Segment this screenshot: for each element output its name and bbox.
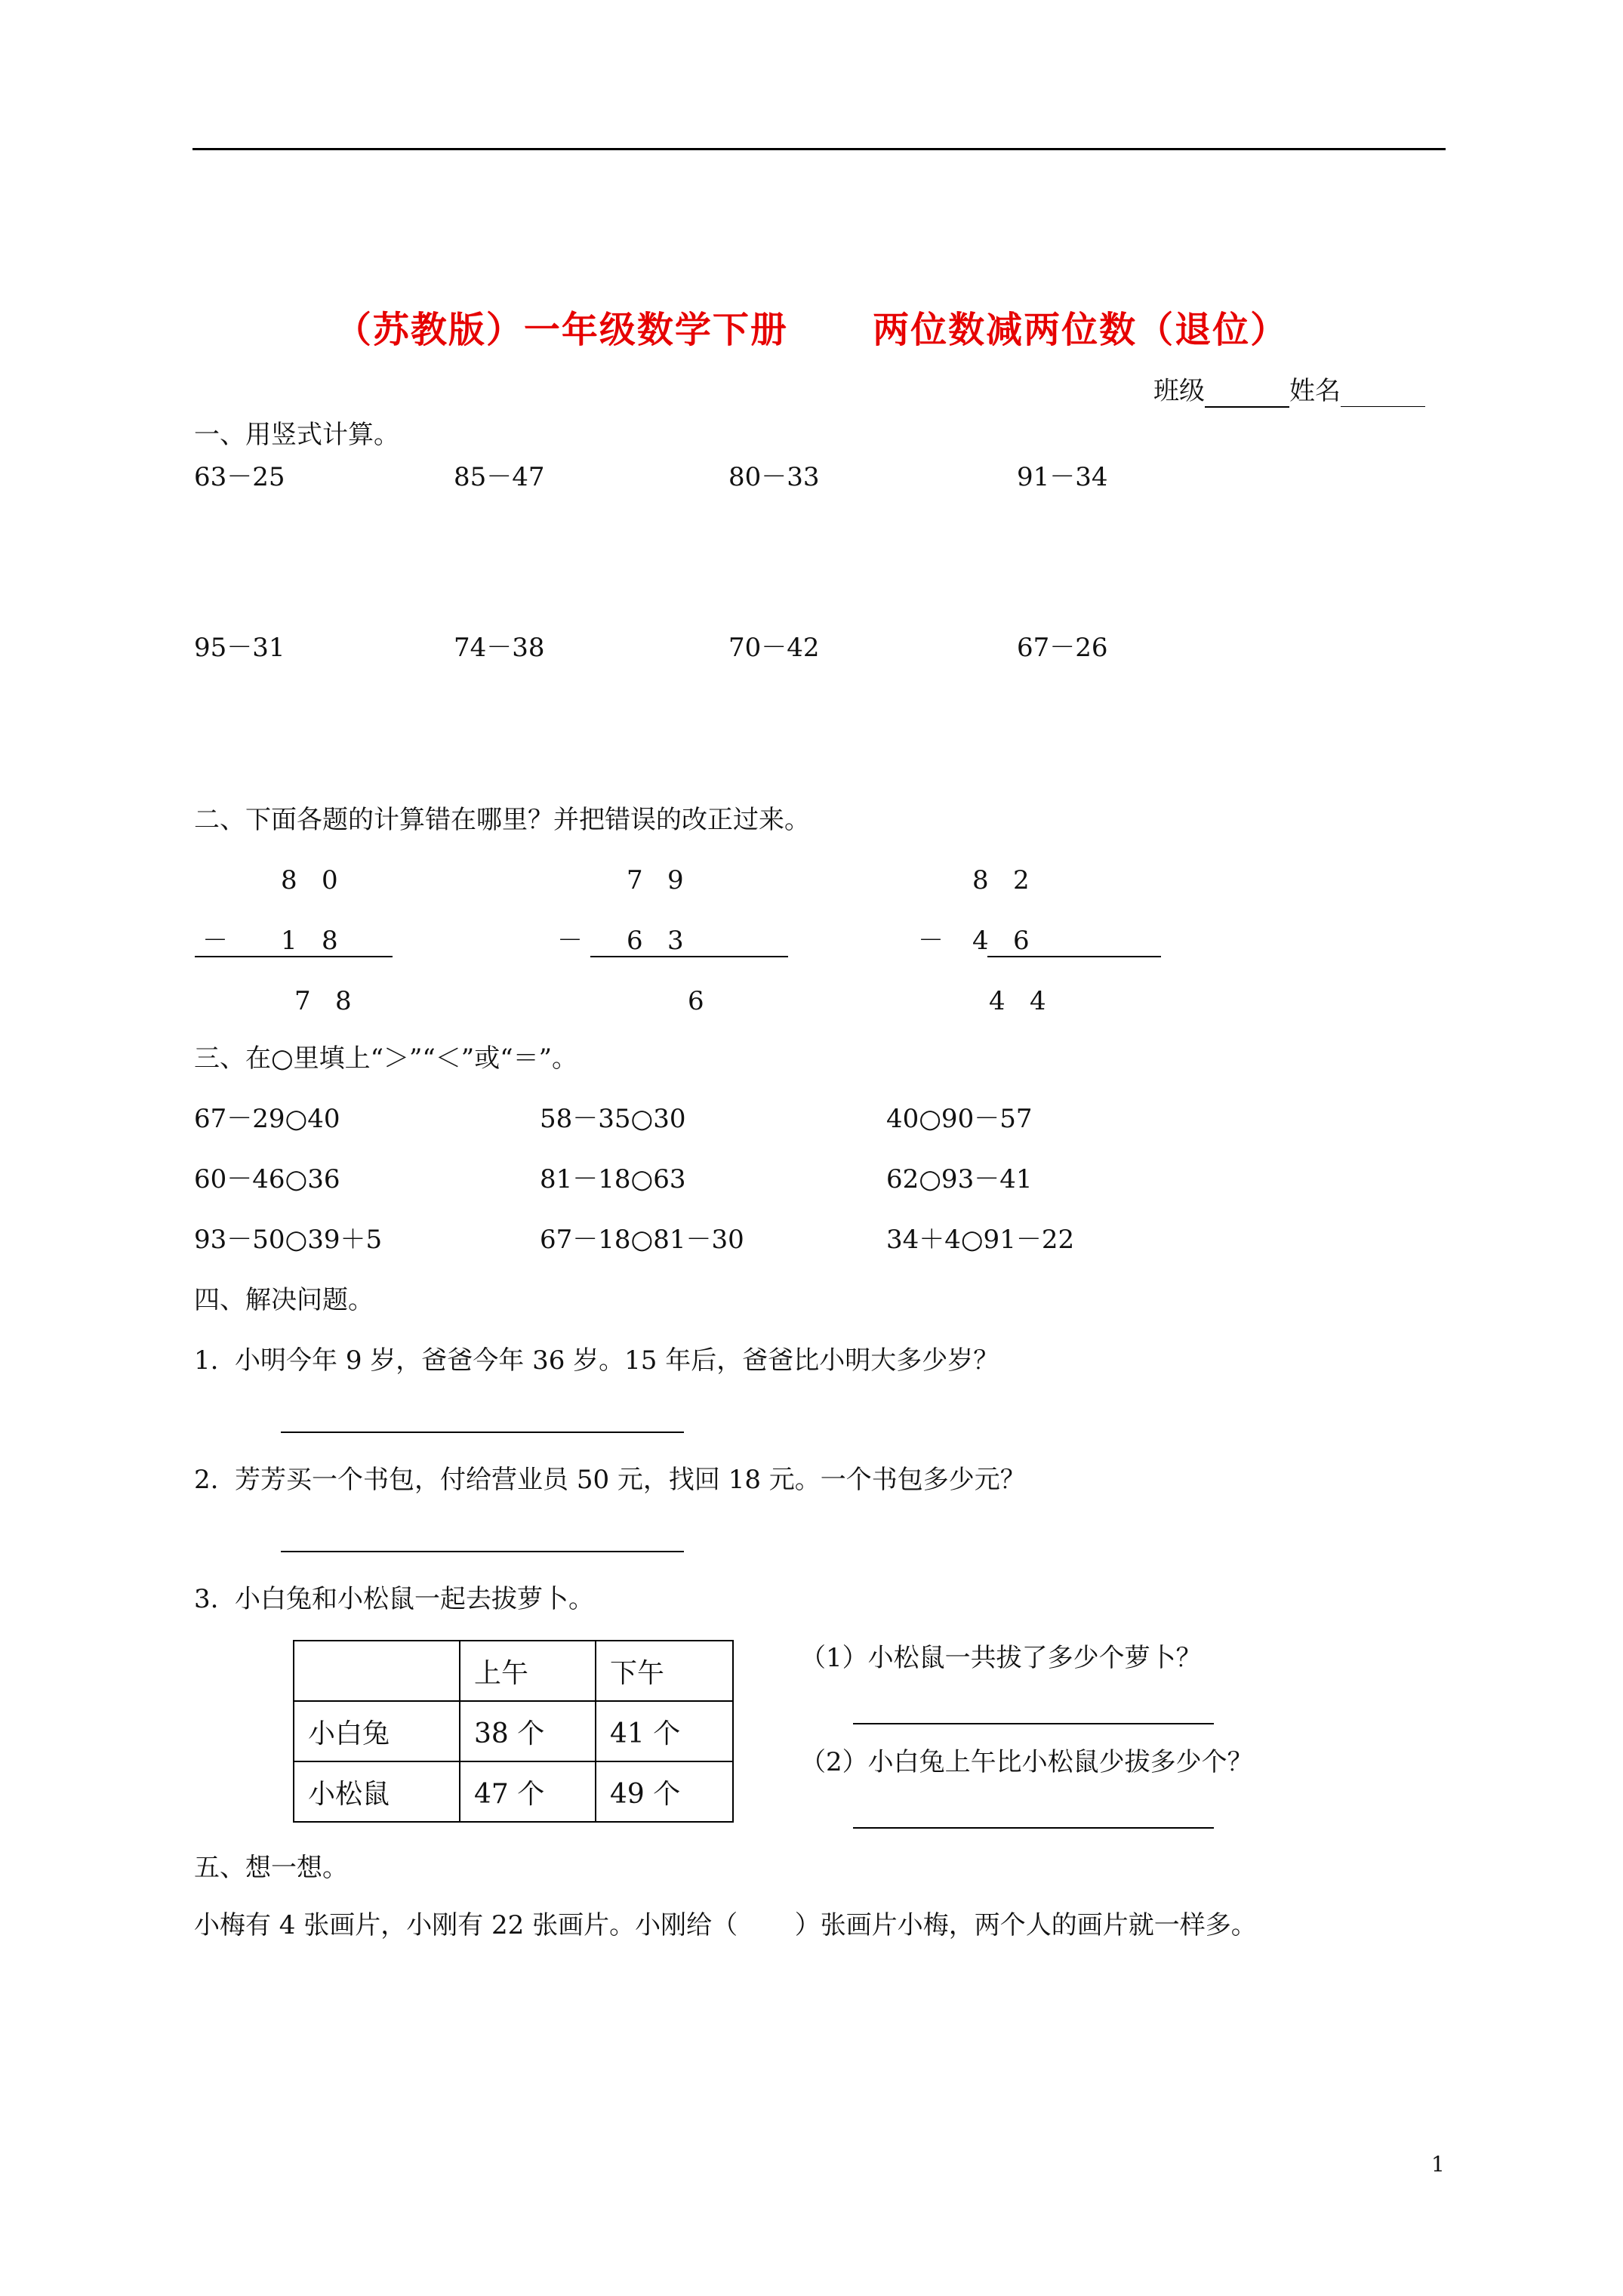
section5-heading: 五、想一想。: [194, 1853, 348, 1883]
class-blank[interactable]: [1205, 376, 1289, 408]
vertical-top: 8 2: [972, 865, 1030, 895]
question-1: 1. 小明今年 9 岁，爸爸今年 36 岁。15 年后，爸爸比小明大多少岁？: [194, 1345, 999, 1376]
table-cell: 38 个: [460, 1701, 596, 1761]
vertical-sub: 6 3: [627, 926, 684, 956]
section4-heading: 四、解决问题。: [194, 1285, 374, 1315]
compare-item: 60－46○36: [194, 1164, 340, 1194]
table-cell: 小白兔: [294, 1701, 460, 1761]
table-header: 下午: [596, 1641, 733, 1701]
calc-item: 67－26: [1017, 633, 1108, 663]
table-cell: 49 个: [596, 1761, 733, 1822]
minus-sign: －: [202, 926, 228, 956]
calc-item: 63－25: [194, 462, 285, 492]
calc-item: 85－47: [454, 462, 545, 492]
compare-item: 81－18○63: [540, 1164, 686, 1194]
table-row: [294, 1761, 733, 1822]
sub-question-2: （2）小白兔上午比小松鼠少拔多少个？: [800, 1747, 1253, 1777]
table-row: [294, 1701, 733, 1761]
table-cell: 47 个: [460, 1761, 596, 1822]
section3-heading: 三、在○里填上“＞”“＜”或“＝”。: [194, 1043, 577, 1074]
vertical-result: 7 8: [294, 986, 352, 1016]
compare-item: 40○90－57: [886, 1104, 1033, 1134]
sub-question-1: （1）小松鼠一共拔了多少个萝卜？: [800, 1643, 1202, 1673]
table-row: [294, 1641, 733, 1701]
compare-item: 34＋4○91－22: [886, 1225, 1075, 1255]
name-label: 姓名: [1289, 376, 1341, 406]
answer-line-3[interactable]: [853, 1723, 1214, 1724]
section2-heading: 二、下面各题的计算错在哪里？并把错误的改正过来。: [194, 805, 810, 835]
calc-item: 80－33: [728, 462, 820, 492]
compare-item: 58－35○30: [540, 1104, 686, 1134]
page-title: （苏教版）一年级数学下册 两位数减两位数（退位）: [334, 309, 1289, 351]
vertical-result: 6: [688, 986, 704, 1016]
vertical-rule: [590, 956, 788, 957]
calc-item: 74－38: [454, 633, 545, 663]
table-header: 上午: [460, 1641, 596, 1701]
answer-line-1[interactable]: [281, 1432, 684, 1433]
vertical-sub: 1 8: [281, 926, 338, 956]
section5-text: 小梅有 4 张画片，小刚有 22 张画片。小刚给（ ）张画片小梅，两个人的画片就一样多。: [194, 1910, 1257, 1940]
table-cell: [294, 1641, 460, 1701]
section1-heading: 一、用竖式计算。: [194, 420, 399, 450]
vertical-top: 8 0: [281, 865, 338, 895]
vertical-sub: 4 6: [972, 926, 1030, 956]
class-label: 班级: [1153, 376, 1205, 406]
name-blank[interactable]: [1341, 376, 1425, 407]
calc-item: 91－34: [1017, 462, 1108, 492]
compare-item: 93－50○39＋5: [194, 1225, 383, 1255]
table-cell: 41 个: [596, 1701, 733, 1761]
vertical-result: 4 4: [989, 986, 1046, 1016]
answer-line-2[interactable]: [281, 1551, 684, 1552]
minus-sign: －: [918, 926, 944, 956]
answer-line-4[interactable]: [853, 1827, 1214, 1829]
vertical-rule: [987, 956, 1161, 957]
compare-item: 62○93－41: [886, 1164, 1033, 1194]
question-2: 2. 芳芳买一个书包，付给营业员 50 元，找回 18 元。一个书包多少元？: [194, 1465, 1026, 1495]
calc-item: 70－42: [728, 633, 820, 663]
vertical-rule: [195, 956, 393, 957]
calc-item: 95－31: [194, 633, 285, 663]
table-cell: 小松鼠: [294, 1761, 460, 1822]
class-name-line: [1153, 376, 1425, 408]
compare-item: 67－18○81－30: [540, 1225, 744, 1255]
header-rule: [192, 148, 1446, 150]
question-3: 3. 小白兔和小松鼠一起去拔萝卜。: [194, 1584, 595, 1614]
vertical-top: 7 9: [627, 865, 684, 895]
page-number: 1: [1431, 2152, 1445, 2177]
minus-sign: －: [557, 926, 583, 956]
harvest-table: [293, 1640, 734, 1823]
compare-item: 67－29○40: [194, 1104, 340, 1134]
